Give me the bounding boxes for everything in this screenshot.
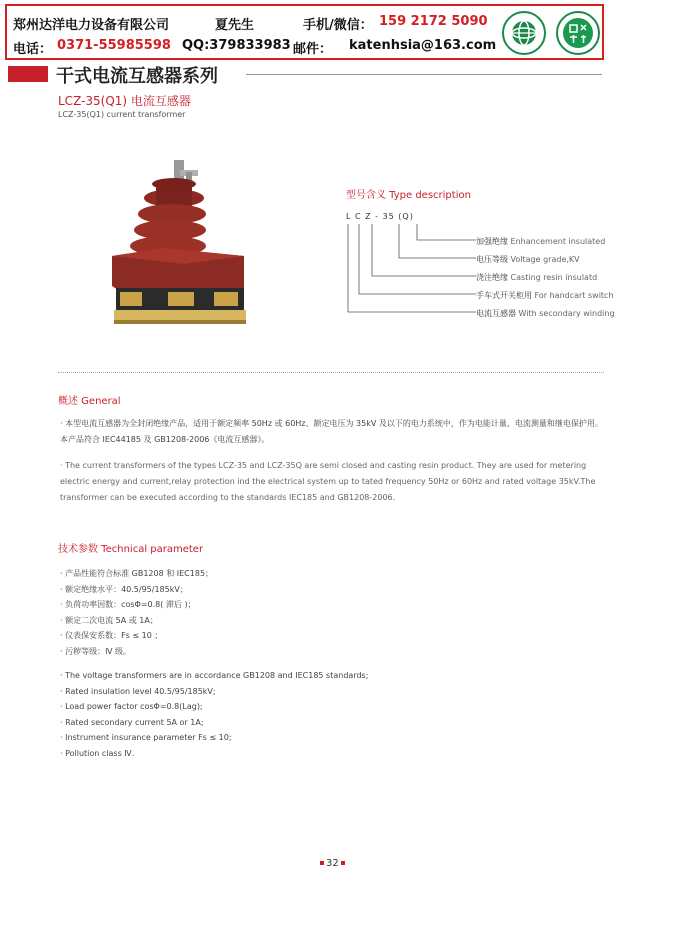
- current-transformer-photo: [104, 156, 254, 342]
- type-label-casting: 浇注绝缘 Casting resin insulatd: [476, 273, 598, 282]
- section-title-marker: [8, 66, 48, 82]
- general-title: 概述 General: [58, 396, 121, 407]
- type-label-enhancement: 加强绝缘 Enhancement insulated: [476, 237, 606, 246]
- type-label-current-transformer: 电流互感器 With secondary winding: [476, 309, 615, 318]
- qq-number: QQ:379833983: [182, 38, 291, 53]
- general-paragraph-cn: · 本型电流互感器为全封闭绝缘产品，适用于额定频率 50Hz 或 60Hz、额定电压为 35kV 及以下的电力系统中，作为电能计量、电流测量和继电保护用。本产品符合 IEC44185 及 GB1208-2006《电流互感器》。: [60, 419, 603, 444]
- email-label: 邮件：: [293, 42, 333, 57]
- list-item: · 产品性能符合标准 GB1208 和 IEC185；: [60, 569, 214, 578]
- phone-number: 0371-55985598: [57, 38, 171, 53]
- state-grid-logo-icon: [501, 10, 547, 56]
- product-title: LCZ-35(Q1) 电流互感器: [58, 94, 191, 108]
- section-divider: [58, 372, 604, 373]
- title-divider: [246, 74, 602, 75]
- technical-title: 技术参数 Technical parameter: [58, 544, 204, 555]
- product-subtitle: LCZ-35(Q1) current transformer: [58, 110, 186, 119]
- contact-header: [5, 4, 604, 60]
- page-number: 32: [318, 858, 347, 869]
- type-label-handcart: 手车式开关柜用 For handcart switch: [476, 291, 614, 300]
- type-code-diagram: [340, 222, 480, 318]
- page-title: 干式电流互感器系列: [56, 66, 218, 87]
- type-label-voltage: 电压等级 Voltage grade,KV: [476, 255, 580, 264]
- type-description-title: 型号含义 Type description: [346, 190, 471, 201]
- phone-label: 电话：: [13, 42, 53, 57]
- list-item: · 仪表保安系数：Fs ≤ 10 ；: [60, 631, 163, 640]
- type-code: L C Z - 35 (Q): [346, 212, 414, 221]
- page-number-marker-left: [320, 861, 324, 865]
- guoyang-logo-icon: [555, 10, 601, 56]
- list-item: · 额定绝缘水平：40.5/95/185kV；: [60, 584, 188, 594]
- list-item: · Rated secondary current 5A or 1A;: [60, 717, 204, 727]
- technical-list-cn: [60, 566, 213, 659]
- list-item: · 污秽等级：Ⅳ 级。: [60, 646, 132, 656]
- list-item: · 额定二次电流 5A 或 1A；: [60, 615, 158, 625]
- list-item: · Instrument insurance parameter Fs ≤ 10;: [60, 733, 232, 742]
- list-item: · Pollution class Ⅳ.: [60, 748, 135, 758]
- company-name: 郑州达洋电力设备有限公司: [13, 18, 170, 33]
- list-item: · Rated insulation level 40.5/95/185kV;: [60, 686, 216, 696]
- list-item: · Load power factor cosΦ=0.8(Lag);: [60, 702, 203, 711]
- list-item: · The voltage transformers are in accordance GB1208 and IEC185 standards;: [60, 671, 369, 680]
- mobile-number: 159 2172 5090: [379, 14, 488, 29]
- email-address: katenhsia@163.com: [349, 38, 497, 53]
- contact-person: 夏先生: [215, 18, 255, 33]
- general-paragraph-en: · The current transformers of the types LCZ-35 and LCZ-35Q are semi closed and casting resin product. They are used for metering electric energy and current,relay protection ind the electrical system up to tated frequency 50Hz or 60Hz and rated voltage 35kV.The transformer can be executed according to the standards IEC185 and GB1208-2006.: [60, 461, 596, 502]
- page-number-marker-right: [341, 861, 345, 865]
- technical-list-en: [60, 668, 368, 761]
- mobile-label: 手机/微信：: [303, 18, 373, 33]
- list-item: · 负荷功率因数：cosΦ=0.8( 滞后 )；: [60, 600, 196, 609]
